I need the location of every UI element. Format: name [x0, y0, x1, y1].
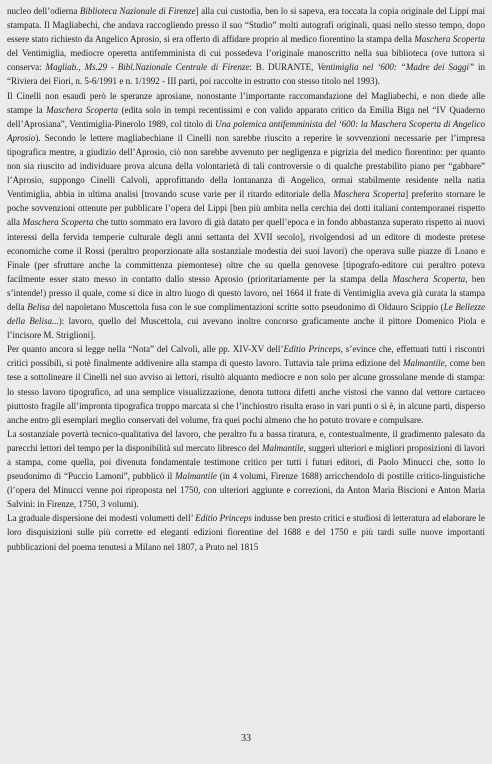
text-run: che tutto sommato era lavoro di già datato per quell’epoca e in fondo abbastanza superato rispetto ai nuovi interessi della fervida temperie culturale degli anni settanta del XVII secolo], rivolgendosi ad un editore di modeste pretese economiche come il Rossi (peraltro proporzionate alla sostanziale modestia dei suoi lavori) che operava sulle piazze di Loano e Finale (per sfruttare anche la committenza piemontese) oltre che su quella genovese [tipografo-editore cui peraltro poteva facilmente esser stato messo in contatto dallo stesso Aprosio (prioritariamente per la stampa della [7, 217, 485, 284]
italic-run: Maschera Scoperta [392, 273, 466, 284]
italic-run: Maschera Scoperta [46, 104, 119, 115]
text-run: ). Secondo le lettere magliabechiane il Cinelli non sarebbe riuscito a reperire le sovvenzioni necessarie per l’impresa tipografica mentre, a giudizio dell’Aprosio, ciò non sarebbe avvenuto per negligenza e pigrizia del medico fiorentino: per quanto non sia riuscito ad individuare prova alcuna della volontarietà di tali controversie o di qualche prestabilito piano per “gabbare” l’Aprosio, suppongo Cinelli Calvoli, approfittando della lontananza di Angelico, ormai stabilmente residente nella natia Ventimiglia, abbia in ultima analisi [trovando scuse varie per il ritardo editoriale della [7, 132, 485, 200]
text-run: Il Cinelli non esaudì però le speranze aprosiane, nonostante l’importante raccomandazione del Magliabechi, e non diede alle stampe la [7, 90, 485, 115]
italic-run: Una polemica antifemminista del ‘600: la Maschera Scoperta di Angelico Aprosio [7, 118, 485, 143]
italic-run: Malmantile [261, 442, 304, 453]
text-run: indusse ben presto critici e studiosi di letteratura ad elaborare le loro disquisizioni sulle più corrette ed eleganti edizioni fiorentine del 1688 e del 1750 e più tardi sulle nuove importanti pubblicazioni del poema tenutesi a Milano nel 1807, a Prato nel 1815 [7, 513, 485, 552]
text-run: (in 4 volumi, Firenze 1688) arricchendolo di postille critico-linguistiche (l’opera del Minucci venne poi riproposta nel 1750, con ulteriori aggiunte e correzioni, da Anton Maria Biscioni e Anton Maria Salvini: in Firenze, 1750, 3 volumi). [7, 471, 485, 510]
italic-run: Editio Princeps [195, 513, 252, 524]
body-text [7, 4, 485, 554]
italic-run: Magliab., Ms.29 - Bibl.Nazionale Centrale di Firenze [45, 62, 250, 73]
text-run: , suggerì ulteriori e migliori proposizioni di lavori a stampa, come quella, poi divenuta fondamentale testimone critico per tutti i futuri editori, di Paolo Minucci che, sotto lo pseudonimo di “Puccio Lamoni”, pubblicò il [7, 442, 486, 482]
text-run: del napoletano Muscettola fusa con le sue complimentazioni scritte sotto pseudonimo di Oldauro Scippio ( [49, 301, 444, 312]
text-run: ] alla cui custodia, ben lo si sapeva, era toccata la copia originale del Lippi mai stampata. Il Magliabechi, che andava raccogliendo presso il suo “Studio” molti autografi originali, quasi nello stesso tempo, dopo essere stato richiesto da Angelico Aprosio, si era offerto di affidare proprio al medico fiorentino la stampa della [7, 6, 485, 45]
italic-run: Maschera Scoperta [22, 217, 94, 228]
italic-run: Belisa [27, 301, 50, 312]
italic-run: Le Bellezze della Belisa... [7, 301, 486, 327]
italic-run: Ventimiglia nel ‘600: “Madre dei Saggi” [317, 62, 475, 73]
paragraph [7, 89, 485, 343]
italic-run: Maschera Scoperta [333, 189, 406, 200]
page-number: 33 [241, 733, 251, 744]
text-run: Per quanto ancora si legge nella “Nota” del Calvoli, alle pp. XIV-XV dell’ [7, 344, 284, 355]
paragraph [7, 4, 485, 89]
text-run: nucleo dell’odierna [7, 6, 80, 16]
italic-run: Malmantile [175, 471, 217, 482]
italic-run: Biblioteca Nazionale di Firenze [79, 6, 196, 16]
text-run: ): lavoro, quello del Muscettola, cui avevano inoltre concorso graficamente anche il pittore Domenico Piola e l’incisore M. Striglioni]. [7, 316, 486, 341]
text-run: in “Riviera dei Fiori, n. 5-6/1991 e n. 1/1992 - III parti, poi raccolte in estratto con stesso titolo nel 1993). [7, 62, 485, 87]
paragraph [7, 342, 485, 427]
text-run: La sostanziale povertà tecnico-qualitativa del lavoro, che peraltro fu a bassa tiratura, e, contestualmente, il gradimento palesato da parecchi lettori del tempo per la disponibilità sul mercato librescо del [7, 428, 485, 453]
text-run: (edita solo in tempi recentissimi e con valido apparato critico da Emilia Biga nel “IV Quaderno dell’Aprosiana”, Ventimiglia-Pinerolo 1989, col titolo di [7, 104, 485, 129]
text-run: del Ventimiglia, mediocre operetta antifemminista di cui possedeva l’originale manoscritto nella sua biblioteca (ove tuttora si conserva: [7, 48, 485, 73]
text-run: La graduale dispersione dei modesti volumetti dell’ [7, 513, 196, 524]
text-run: : B. DURANTE, [249, 62, 318, 73]
italic-run: Maschera Scoperta [414, 34, 485, 45]
paragraph [7, 427, 485, 512]
paragraph [7, 511, 485, 553]
text-run: , s’evince che, effettuati tutti i riscontri critici possibili, si potè finalmente addivenire alla stampa di questo lavoro. Tuttavia tale prima edizione del [7, 344, 485, 369]
italic-run: Editio Princeps [283, 344, 341, 355]
text-run: , ben s’intende!) presso il quale, come si dice in altro luogo di questo lavoro, nel 1664 il frate di Ventimiglia aveva già curata la stampa della [7, 273, 485, 312]
text-run: , come ben tese a sottolineare il Cinelli nel suo avviso ai lettori, risultò alquanto mediocre e non solo per alcune grossolane mende di stampa: lo stesso lavoro tipografico, ad una semplice visualizzazione, denota tuttora difetti anche vistosi che vanno dal vettore cartaceo piuttosto fragile all’impronta tipografica troppo marcata sì che l’inchiostro risulta eraso in vari punti o sì è, in alcune parti, disperso anche entro gli esemplari meglio conservati del volume, fra quei pochi almeno che ho potuto trovare e compulsare. [7, 358, 485, 425]
italic-run: Malmantile [402, 358, 445, 369]
text-run: ] preferito stornare le poche sovvenzioni ottenute per pubblicare l’opera del Lippi [ben più ambita nella cerchia dei dotti italiani contemporanei rispetto alla [7, 189, 485, 228]
